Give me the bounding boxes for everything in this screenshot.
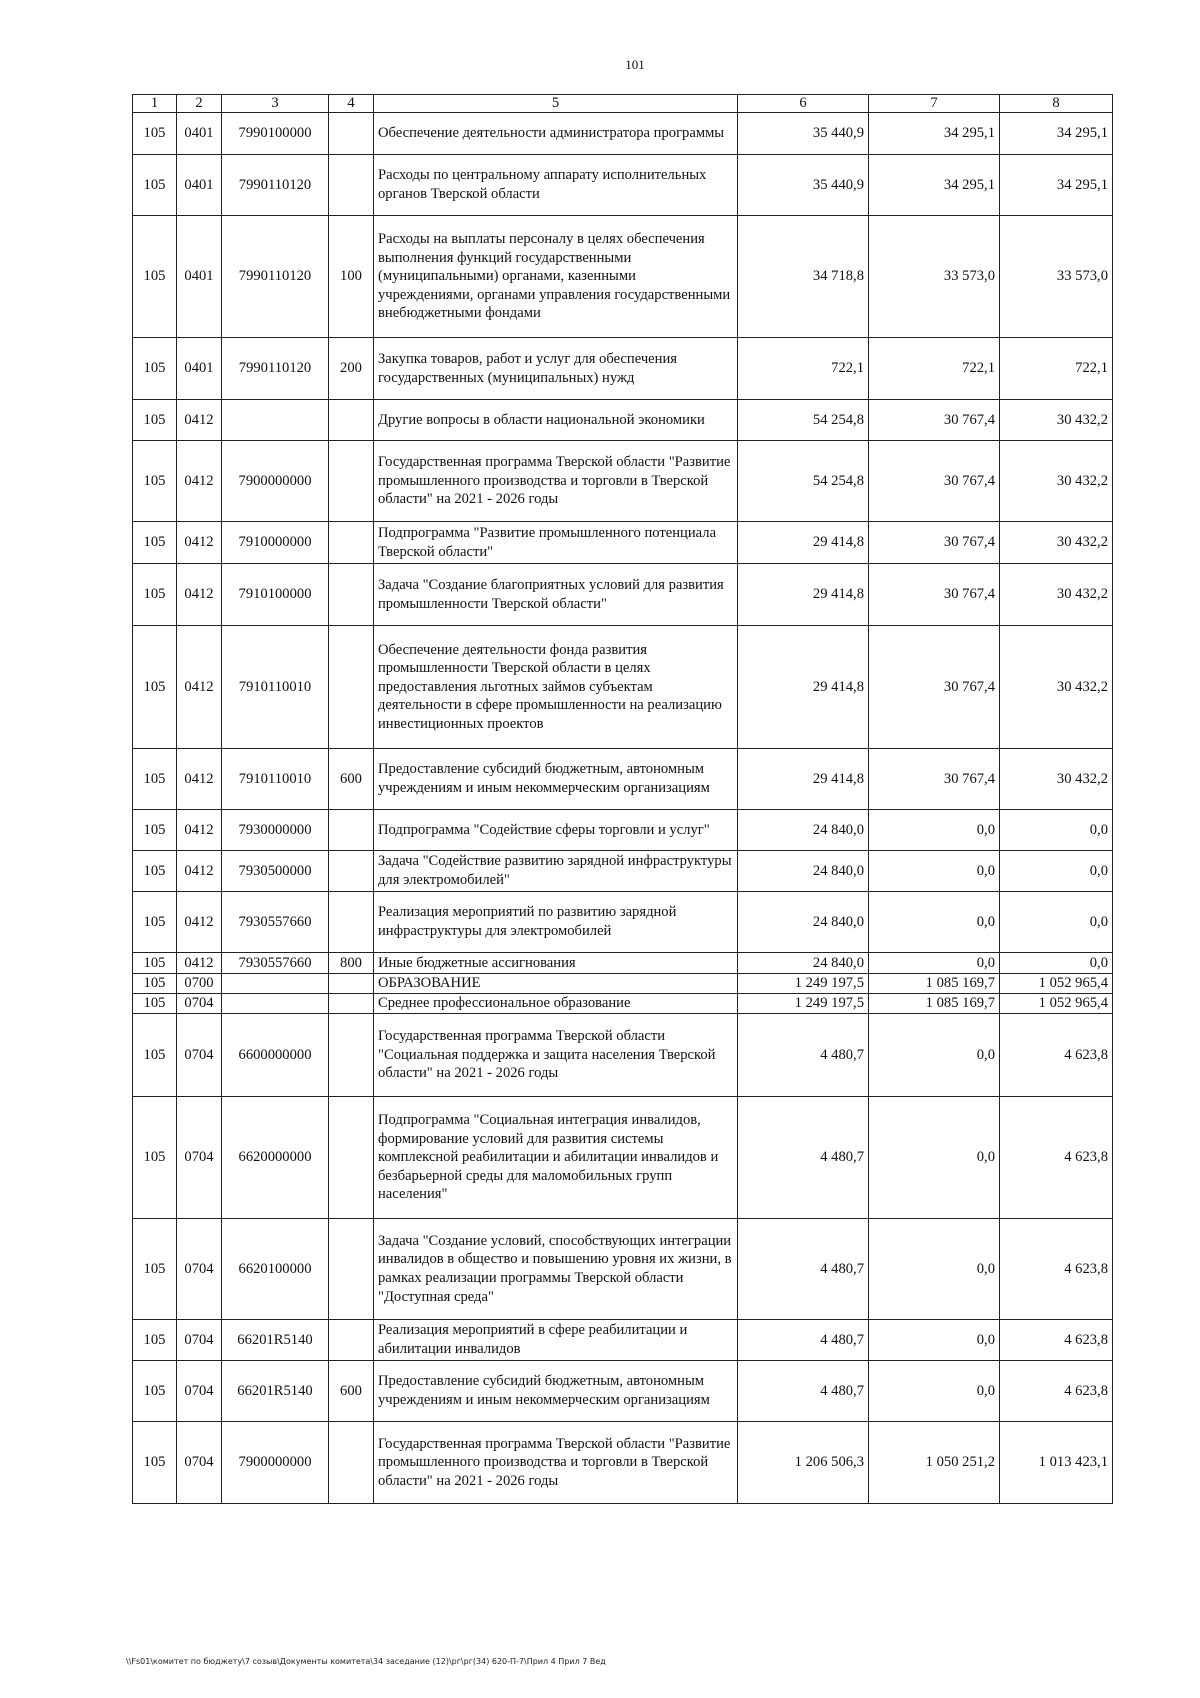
header-row: [133, 95, 1113, 113]
cell-amount-col6: 29 414,8: [738, 522, 869, 564]
cell-amount-col7: 0,0: [869, 1219, 1000, 1320]
cell-amount-col6: 24 840,0: [738, 892, 869, 953]
cell-expense-type: [329, 1097, 374, 1219]
cell-name: Реализация мероприятий в сфере реабилитации и абилитации инвалидов: [374, 1320, 738, 1361]
cell-main-admin: 105: [133, 1219, 177, 1320]
cell-section: 0412: [177, 749, 222, 810]
cell-amount-col7: 0,0: [869, 1097, 1000, 1219]
cell-main-admin: 105: [133, 974, 177, 994]
cell-amount-col8: 4 623,8: [1000, 1320, 1113, 1361]
cell-name: Государственная программа Тверской области "Развитие промышленного производства и торговли в Тверской области" на 2021 - 2026 годы: [374, 1422, 738, 1504]
table-row: [133, 522, 1113, 564]
cell-section: 0412: [177, 626, 222, 749]
cell-amount-col6: 54 254,8: [738, 400, 869, 441]
cell-target-article: [222, 974, 329, 994]
table-header: [133, 95, 1113, 113]
cell-expense-type: 200: [329, 338, 374, 400]
table-row: [133, 400, 1113, 441]
header-cell: 7: [869, 95, 1000, 113]
cell-target-article: 7910110010: [222, 626, 329, 749]
cell-name: Государственная программа Тверской области "Социальная поддержка и защита населения Тверской области" на 2021 - 2026 годы: [374, 1014, 738, 1097]
header-cell: 4: [329, 95, 374, 113]
cell-amount-col8: 30 432,2: [1000, 522, 1113, 564]
table-row: [133, 749, 1113, 810]
cell-amount-col8: 0,0: [1000, 892, 1113, 953]
cell-target-article: 6620000000: [222, 1097, 329, 1219]
cell-target-article: 66201R5140: [222, 1320, 329, 1361]
cell-amount-col7: 30 767,4: [869, 522, 1000, 564]
cell-section: 0704: [177, 1320, 222, 1361]
cell-name: Обеспечение деятельности администратора программы: [374, 113, 738, 155]
cell-expense-type: 800: [329, 953, 374, 974]
cell-expense-type: [329, 564, 374, 626]
table-row: [133, 338, 1113, 400]
cell-section: 0704: [177, 1422, 222, 1504]
cell-amount-col6: 24 840,0: [738, 810, 869, 851]
cell-section: 0401: [177, 113, 222, 155]
cell-main-admin: 105: [133, 155, 177, 216]
cell-amount-col8: 4 623,8: [1000, 1361, 1113, 1422]
cell-section: 0704: [177, 1014, 222, 1097]
cell-section: 0401: [177, 155, 222, 216]
cell-amount-col8: 4 623,8: [1000, 1014, 1113, 1097]
cell-amount-col7: 34 295,1: [869, 155, 1000, 216]
cell-target-article: [222, 400, 329, 441]
cell-section: 0412: [177, 522, 222, 564]
cell-section: 0704: [177, 1097, 222, 1219]
cell-target-article: 7910000000: [222, 522, 329, 564]
cell-amount-col8: 4 623,8: [1000, 1097, 1113, 1219]
cell-amount-col6: 1 206 506,3: [738, 1422, 869, 1504]
cell-section: 0412: [177, 564, 222, 626]
cell-amount-col8: 0,0: [1000, 810, 1113, 851]
cell-section: 0704: [177, 1219, 222, 1320]
table-row: [133, 564, 1113, 626]
table-body: [133, 113, 1113, 1504]
cell-main-admin: 105: [133, 892, 177, 953]
cell-target-article: 7990110120: [222, 338, 329, 400]
cell-main-admin: 105: [133, 1097, 177, 1219]
cell-expense-type: 100: [329, 216, 374, 338]
cell-amount-col8: 30 432,2: [1000, 749, 1113, 810]
cell-expense-type: [329, 522, 374, 564]
cell-name: Предоставление субсидий бюджетным, автономным учреждениям и иным некоммерческим организациям: [374, 749, 738, 810]
cell-section: 0704: [177, 1361, 222, 1422]
cell-amount-col6: 1 249 197,5: [738, 974, 869, 994]
cell-name: Задача "Содействие развитию зарядной инфраструктуры для электромобилей": [374, 851, 738, 892]
cell-amount-col8: 30 432,2: [1000, 626, 1113, 749]
cell-name: Подпрограмма "Содействие сферы торговли и услуг": [374, 810, 738, 851]
cell-section: 0412: [177, 851, 222, 892]
cell-amount-col6: 35 440,9: [738, 155, 869, 216]
cell-target-article: 7990110120: [222, 155, 329, 216]
table-row: [133, 155, 1113, 216]
cell-main-admin: 105: [133, 113, 177, 155]
cell-target-article: 7930557660: [222, 892, 329, 953]
cell-section: 0700: [177, 974, 222, 994]
cell-main-admin: 105: [133, 626, 177, 749]
cell-amount-col8: 722,1: [1000, 338, 1113, 400]
cell-amount-col8: 1 052 965,4: [1000, 974, 1113, 994]
header-cell: 5: [374, 95, 738, 113]
table-row: [133, 994, 1113, 1014]
cell-name: Другие вопросы в области национальной экономики: [374, 400, 738, 441]
cell-amount-col7: 722,1: [869, 338, 1000, 400]
cell-expense-type: 600: [329, 1361, 374, 1422]
cell-name: Расходы по центральному аппарату исполнительных органов Тверской области: [374, 155, 738, 216]
page-number: 101: [625, 57, 645, 72]
cell-name: Государственная программа Тверской области "Развитие промышленного производства и торговли в Тверской области" на 2021 - 2026 годы: [374, 441, 738, 522]
cell-target-article: 7930557660: [222, 953, 329, 974]
cell-amount-col6: 4 480,7: [738, 1320, 869, 1361]
cell-expense-type: [329, 113, 374, 155]
cell-main-admin: 105: [133, 400, 177, 441]
cell-main-admin: 105: [133, 1361, 177, 1422]
cell-name: ОБРАЗОВАНИЕ: [374, 974, 738, 994]
cell-amount-col8: 33 573,0: [1000, 216, 1113, 338]
cell-amount-col7: 0,0: [869, 851, 1000, 892]
cell-target-article: 7900000000: [222, 441, 329, 522]
cell-amount-col7: 30 767,4: [869, 441, 1000, 522]
cell-amount-col7: 0,0: [869, 810, 1000, 851]
cell-expense-type: [329, 400, 374, 441]
table-row: [133, 1361, 1113, 1422]
cell-amount-col6: 722,1: [738, 338, 869, 400]
cell-amount-col6: 34 718,8: [738, 216, 869, 338]
cell-name: Реализация мероприятий по развитию зарядной инфраструктуры для электромобилей: [374, 892, 738, 953]
cell-section: 0412: [177, 441, 222, 522]
table-row: [133, 441, 1113, 522]
header-cell: 1: [133, 95, 177, 113]
cell-main-admin: 105: [133, 441, 177, 522]
cell-amount-col6: 4 480,7: [738, 1219, 869, 1320]
cell-amount-col8: 34 295,1: [1000, 155, 1113, 216]
header-cell: 8: [1000, 95, 1113, 113]
footer-file-path: \\Fs01\комитет по бюджету\7 созыв\Документы комитета\34 заседание (12)\рг\рг(34) 620-П-7\Прил 4 Прил 7 Вед: [126, 1657, 606, 1666]
cell-target-article: 7990100000: [222, 113, 329, 155]
cell-amount-col6: 54 254,8: [738, 441, 869, 522]
cell-amount-col6: 35 440,9: [738, 113, 869, 155]
cell-name: Подпрограмма "Развитие промышленного потенциала Тверской области": [374, 522, 738, 564]
cell-target-article: [222, 994, 329, 1014]
budget-table: [132, 94, 1113, 1504]
table-row: [133, 626, 1113, 749]
header-cell: 2: [177, 95, 222, 113]
cell-target-article: 7990110120: [222, 216, 329, 338]
cell-main-admin: 105: [133, 522, 177, 564]
table-row: [133, 974, 1113, 994]
cell-amount-col7: 33 573,0: [869, 216, 1000, 338]
cell-amount-col7: 30 767,4: [869, 400, 1000, 441]
cell-expense-type: [329, 994, 374, 1014]
cell-amount-col7: 0,0: [869, 953, 1000, 974]
table-row: [133, 113, 1113, 155]
cell-section: 0401: [177, 216, 222, 338]
cell-name: Подпрограмма "Социальная интеграция инвалидов, формирование условий для развития системы комплексной реабилитации и абилитации инвалидов и безбарьерной среды для маломобильных групп населения": [374, 1097, 738, 1219]
cell-amount-col7: 0,0: [869, 892, 1000, 953]
cell-name: Расходы на выплаты персоналу в целях обеспечения выполнения функций государственными (муниципальными) органами, казенными учреждениями, органами управления государственными внебюджетными фондами: [374, 216, 738, 338]
cell-expense-type: [329, 1014, 374, 1097]
cell-section: 0401: [177, 338, 222, 400]
cell-amount-col6: 4 480,7: [738, 1014, 869, 1097]
cell-amount-col6: 24 840,0: [738, 851, 869, 892]
cell-amount-col7: 0,0: [869, 1014, 1000, 1097]
cell-main-admin: 105: [133, 851, 177, 892]
cell-expense-type: [329, 851, 374, 892]
cell-amount-col6: 29 414,8: [738, 749, 869, 810]
cell-amount-col6: 1 249 197,5: [738, 994, 869, 1014]
table-row: [133, 851, 1113, 892]
cell-amount-col7: 1 085 169,7: [869, 994, 1000, 1014]
cell-section: 0412: [177, 810, 222, 851]
cell-amount-col7: 30 767,4: [869, 564, 1000, 626]
cell-amount-col6: 29 414,8: [738, 564, 869, 626]
cell-expense-type: [329, 810, 374, 851]
cell-name: Иные бюджетные ассигнования: [374, 953, 738, 974]
cell-main-admin: 105: [133, 1320, 177, 1361]
cell-amount-col8: 0,0: [1000, 851, 1113, 892]
cell-target-article: 6600000000: [222, 1014, 329, 1097]
cell-name: Обеспечение деятельности фонда развития промышленности Тверской области в целях предоставления льготных займов субъектам деятельности в сфере промышленности на реализацию инвестиционных проектов: [374, 626, 738, 749]
cell-expense-type: [329, 892, 374, 953]
table-row: [133, 810, 1113, 851]
cell-amount-col7: 34 295,1: [869, 113, 1000, 155]
cell-section: 0412: [177, 400, 222, 441]
cell-amount-col8: 1 013 423,1: [1000, 1422, 1113, 1504]
cell-main-admin: 105: [133, 810, 177, 851]
cell-main-admin: 105: [133, 1422, 177, 1504]
cell-main-admin: 105: [133, 1014, 177, 1097]
cell-amount-col7: 1 050 251,2: [869, 1422, 1000, 1504]
cell-amount-col8: 34 295,1: [1000, 113, 1113, 155]
cell-expense-type: [329, 441, 374, 522]
cell-target-article: 66201R5140: [222, 1361, 329, 1422]
cell-amount-col8: 30 432,2: [1000, 400, 1113, 441]
header-cell: 6: [738, 95, 869, 113]
cell-expense-type: 600: [329, 749, 374, 810]
cell-expense-type: [329, 1422, 374, 1504]
cell-name: Задача "Создание благоприятных условий для развития промышленности Тверской области": [374, 564, 738, 626]
cell-main-admin: 105: [133, 216, 177, 338]
table-row: [133, 953, 1113, 974]
cell-name: Среднее профессиональное образование: [374, 994, 738, 1014]
cell-name: Предоставление субсидий бюджетным, автономным учреждениям и иным некоммерческим организациям: [374, 1361, 738, 1422]
cell-main-admin: 105: [133, 749, 177, 810]
table-row: [133, 1014, 1113, 1097]
table-row: [133, 1320, 1113, 1361]
cell-amount-col8: 1 052 965,4: [1000, 994, 1113, 1014]
cell-section: 0412: [177, 892, 222, 953]
cell-section: 0704: [177, 994, 222, 1014]
cell-amount-col6: 4 480,7: [738, 1097, 869, 1219]
cell-expense-type: [329, 1320, 374, 1361]
table-row: [133, 1097, 1113, 1219]
cell-amount-col7: 1 085 169,7: [869, 974, 1000, 994]
cell-section: 0412: [177, 953, 222, 974]
cell-target-article: 6620100000: [222, 1219, 329, 1320]
cell-amount-col6: 29 414,8: [738, 626, 869, 749]
cell-main-admin: 105: [133, 564, 177, 626]
cell-amount-col8: 4 623,8: [1000, 1219, 1113, 1320]
cell-target-article: 7930000000: [222, 810, 329, 851]
table-row: [133, 216, 1113, 338]
cell-target-article: 7910100000: [222, 564, 329, 626]
cell-amount-col7: 30 767,4: [869, 749, 1000, 810]
table-row: [133, 892, 1113, 953]
cell-name: Закупка товаров, работ и услуг для обеспечения государственных (муниципальных) нужд: [374, 338, 738, 400]
table-row: [133, 1422, 1113, 1504]
cell-main-admin: 105: [133, 953, 177, 974]
cell-name: Задача "Создание условий, способствующих интеграции инвалидов в общество и повышению уровня их жизни, в рамках реализации программы Тверской области "Доступная среда": [374, 1219, 738, 1320]
cell-target-article: 7900000000: [222, 1422, 329, 1504]
cell-target-article: 7930500000: [222, 851, 329, 892]
cell-expense-type: [329, 155, 374, 216]
cell-target-article: 7910110010: [222, 749, 329, 810]
cell-amount-col8: 30 432,2: [1000, 564, 1113, 626]
cell-main-admin: 105: [133, 994, 177, 1014]
cell-expense-type: [329, 974, 374, 994]
cell-amount-col8: 0,0: [1000, 953, 1113, 974]
cell-expense-type: [329, 1219, 374, 1320]
cell-amount-col6: 24 840,0: [738, 953, 869, 974]
cell-amount-col7: 0,0: [869, 1361, 1000, 1422]
cell-amount-col7: 30 767,4: [869, 626, 1000, 749]
table-row: [133, 1219, 1113, 1320]
cell-expense-type: [329, 626, 374, 749]
cell-amount-col8: 30 432,2: [1000, 441, 1113, 522]
header-cell: 3: [222, 95, 329, 113]
cell-amount-col7: 0,0: [869, 1320, 1000, 1361]
cell-amount-col6: 4 480,7: [738, 1361, 869, 1422]
cell-main-admin: 105: [133, 338, 177, 400]
